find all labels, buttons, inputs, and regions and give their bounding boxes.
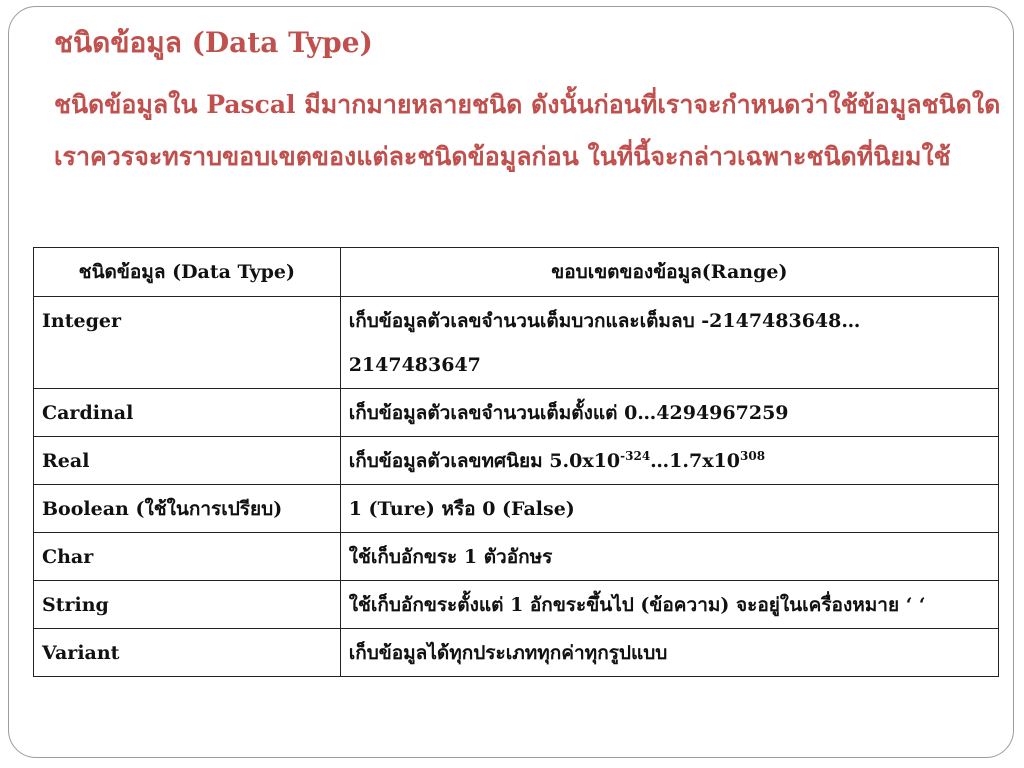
table-row (34, 297, 999, 389)
table-row (34, 485, 999, 533)
cell-range: เก็บข้อมูลได้ทุกประเภททุกค่าทุกรูปแบบ (340, 629, 998, 677)
cell-type: Char (34, 533, 341, 581)
table-row (34, 581, 999, 629)
range-prefix: เก็บข้อมูลตัวเลขทศนิยม 5.0x10 (348, 450, 621, 472)
data-type-table (33, 247, 999, 677)
slide-title: ชนิดข้อมูล (Data Type) (54, 26, 373, 59)
cell-range: ใช้เก็บอักขระ 1 ตัวอักษร (340, 533, 998, 581)
cell-range: เก็บข้อมูลตัวเลขจำนวนเต็มบวกและเต็มลบ -2147483648…2147483647 (340, 297, 998, 389)
range-middle: …1.7x10 (650, 450, 740, 472)
cell-type: String (34, 581, 341, 629)
range-exponent-max: 308 (740, 449, 766, 463)
cell-range: ใช้เก็บอักขระตั้งแต่ 1 อักขระขึ้นไป (ข้อความ) จะอยู่ในเครื่องหมาย ‘ ‘ (340, 581, 998, 629)
cell-type: Cardinal (34, 389, 341, 437)
table-row (34, 533, 999, 581)
table-row (34, 389, 999, 437)
table-header-row (34, 248, 999, 297)
cell-range (340, 437, 998, 485)
cell-range: 1 (Ture) หรือ 0 (False) (340, 485, 998, 533)
header-range: ขอบเขตของข้อมูล(Range) (340, 248, 998, 297)
intro-paragraph: ชนิดข้อมูลใน Pascal มีมากมายหลายชนิด ดังนั้นก่อนที่เราจะกำหนดว่าใช้ข้อมูลชนิดใดเราควรจะทราบขอบเขตของแต่ละชนิดข้อมูลก่อน ในที่นี้จะกล่าวเฉพาะชนิดที่นิยมใช้ (54, 90, 1001, 171)
cell-type: Boolean (ใช้ในการเปรียบ) (34, 485, 341, 533)
table-row (34, 437, 999, 485)
range-exponent-min: -324 (620, 449, 651, 463)
cell-range: เก็บข้อมูลตัวเลขจำนวนเต็มตั้งแต่ 0…4294967259 (340, 389, 998, 437)
cell-type: Variant (34, 629, 341, 677)
table-row (34, 629, 999, 677)
cell-type: Integer (34, 297, 341, 389)
cell-type: Real (34, 437, 341, 485)
header-data-type: ชนิดข้อมูล (Data Type) (34, 248, 341, 297)
